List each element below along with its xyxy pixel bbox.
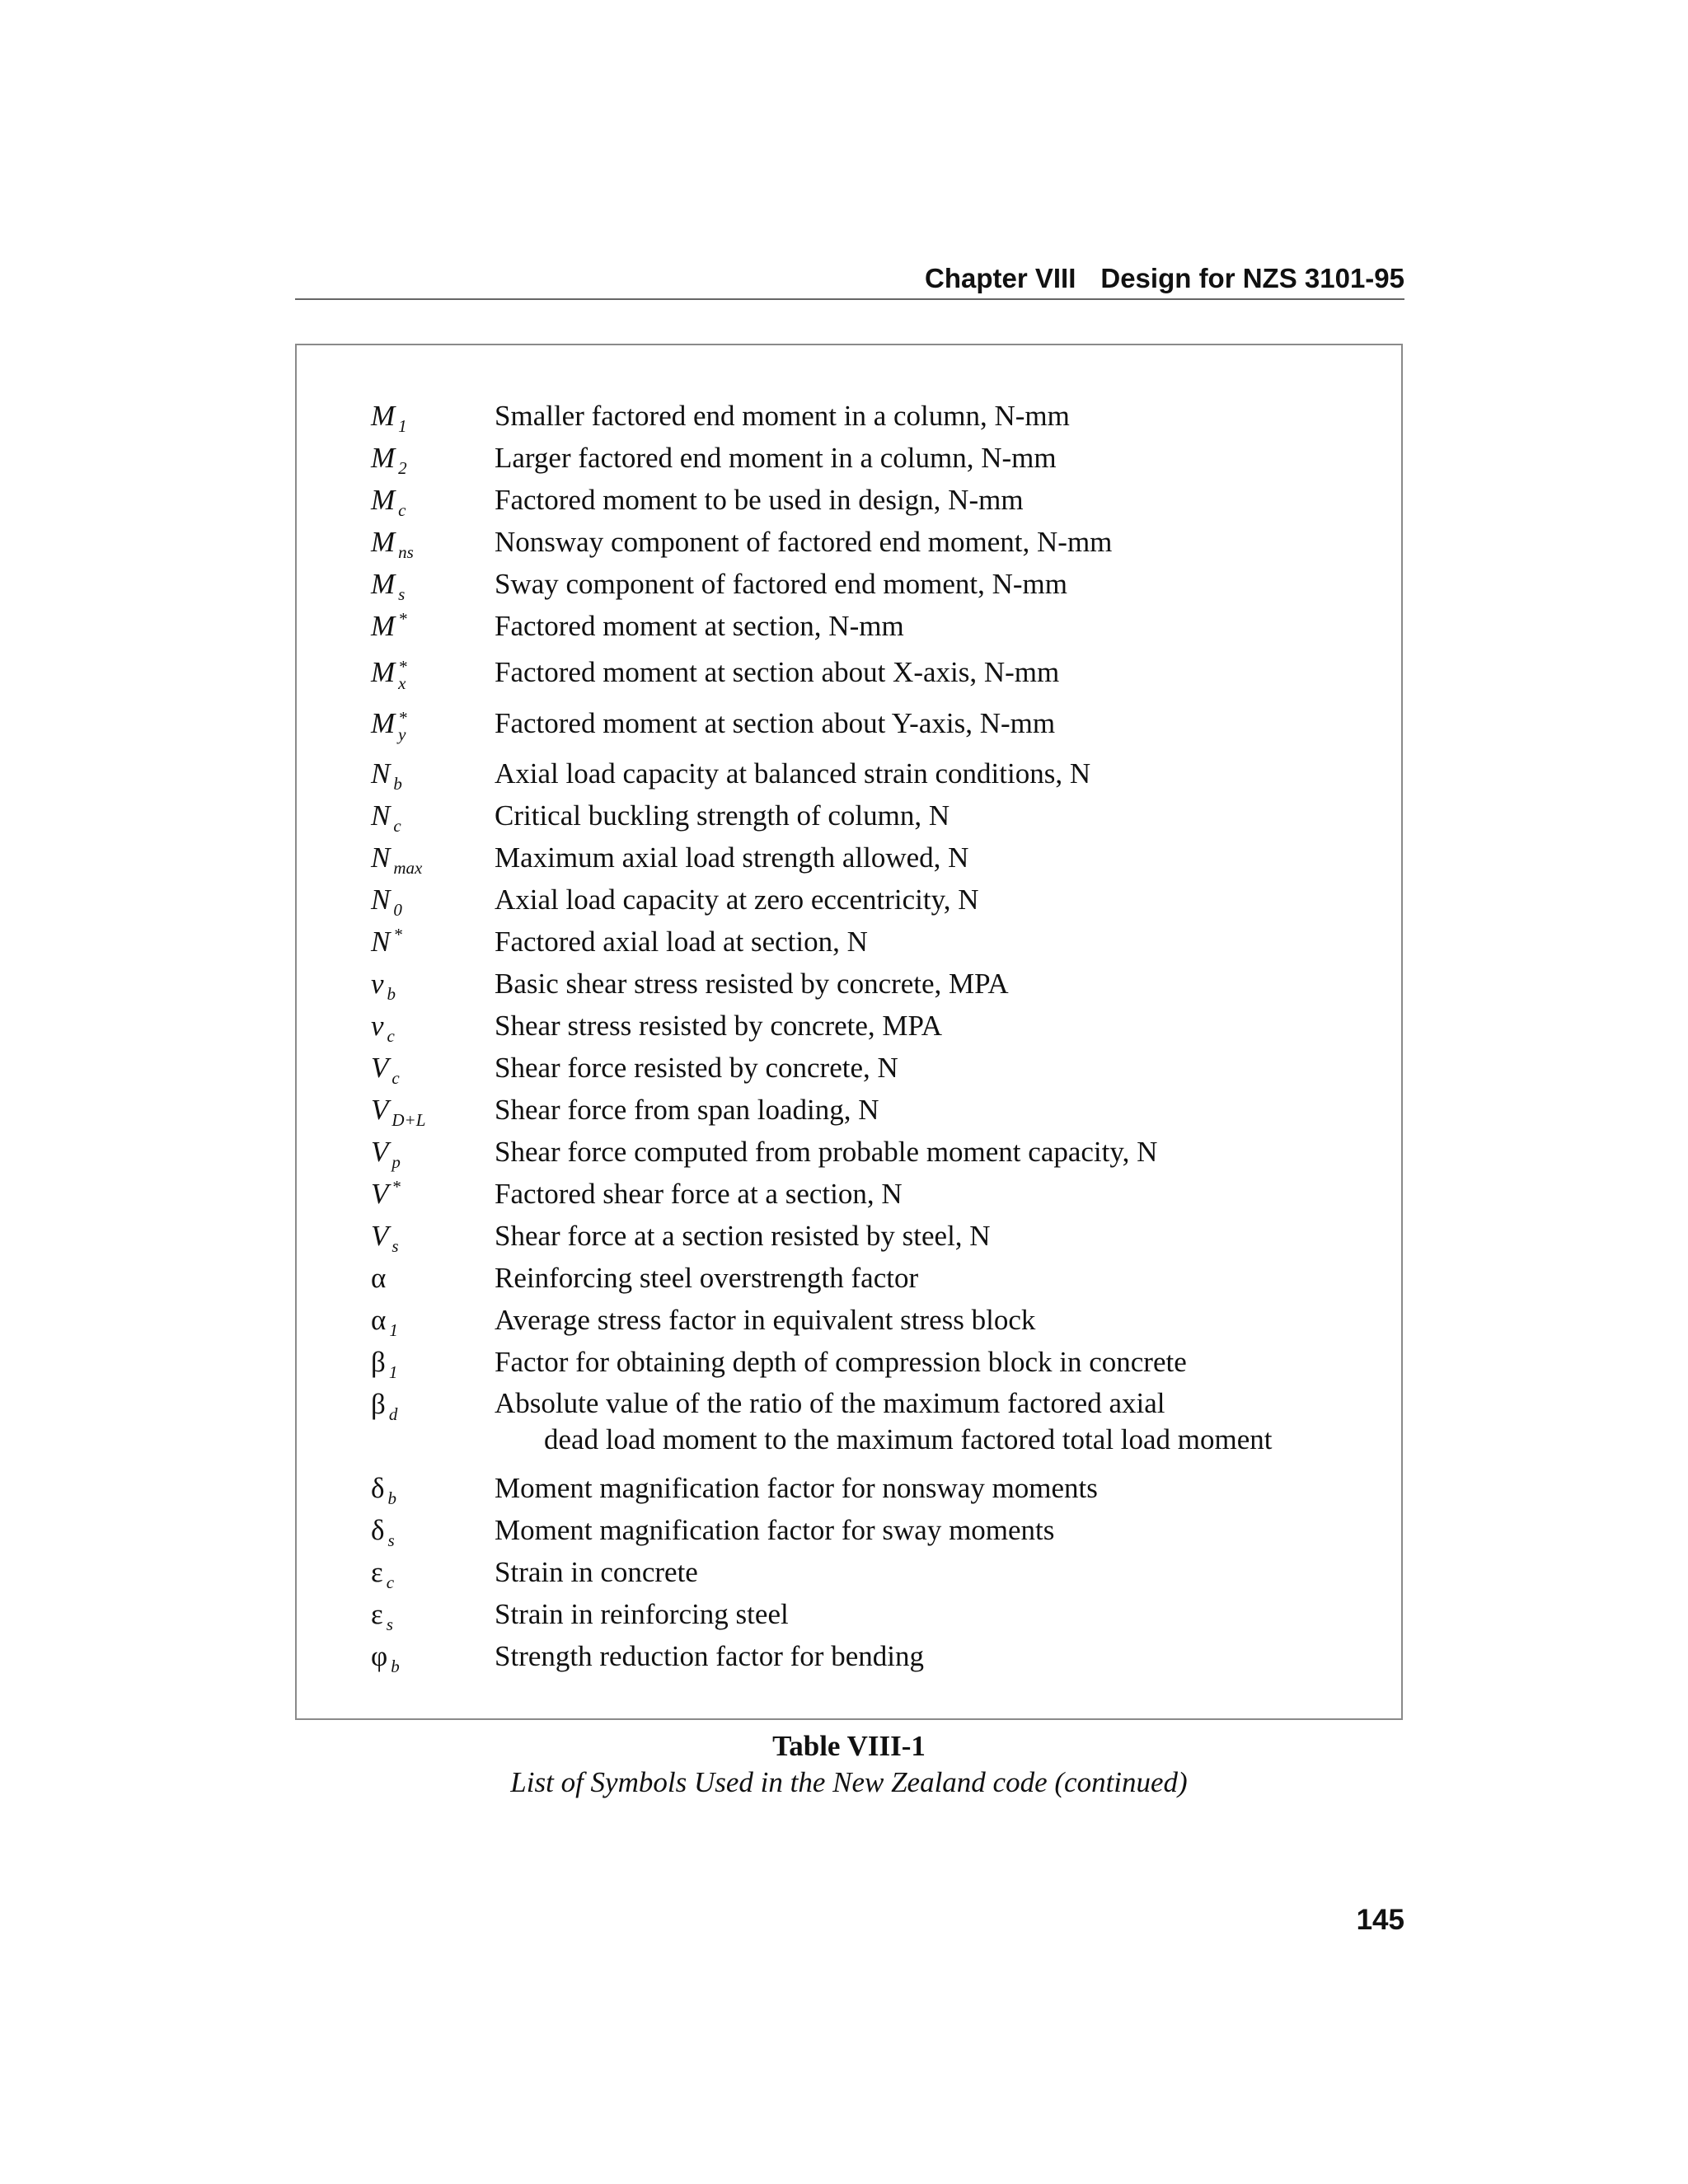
symbol-subscript: 2 [398,458,407,478]
symbol-description [495,605,1368,647]
symbol-subscript: c [392,1068,400,1088]
symbol-subscript: s [386,1615,393,1634]
symbol-row [371,879,1376,921]
description-text: Axial load capacity at balanced strain conditions, N [495,757,1091,790]
symbol-subscript: s [392,1236,399,1256]
symbol-base: β [371,1346,386,1378]
symbol [371,479,495,521]
symbol-base: N [371,799,391,832]
symbol [371,1215,495,1257]
symbol-description [495,1131,1368,1173]
symbol-description [495,521,1368,563]
description-text: Factored moment to be used in design, N-mm [495,484,1024,516]
description-text: Maximum axial load strength allowed, N [495,841,969,874]
description-text: Absolute value of the ratio of the maximum factored axial [495,1387,1165,1419]
symbol-superscript: * [392,1177,401,1197]
symbol-base: V [371,1094,389,1126]
symbol-row [371,1089,1376,1131]
symbol-row [371,1635,1376,1677]
description-text: Sway component of factored end moment, N-mm [495,568,1067,600]
symbol-description [495,1635,1368,1677]
symbol-row [371,479,1376,521]
symbol-base: V [371,1178,389,1210]
symbol-row [371,521,1376,563]
symbol-base: M [371,568,396,600]
symbol-base: N [371,883,391,916]
symbol-subscript: 1 [389,1320,398,1340]
description-text: Shear force from span loading, N [495,1094,879,1126]
page-number: 145 [1356,1904,1404,1936]
symbol-indices [398,658,407,691]
description-continuation: dead load moment to the maximum factored total load moment [544,1423,1273,1455]
symbol [371,837,495,879]
symbol-subscript: c [387,1026,395,1046]
symbol-row [371,1509,1376,1551]
symbol [371,1551,495,1593]
description-text: Strain in concrete [495,1556,698,1588]
symbol-subscript: x [398,673,406,693]
description-text: Factored moment at section, N-mm [495,610,904,642]
symbol-subscript: p [392,1152,401,1172]
symbol [371,1509,495,1551]
symbol-row [371,1467,1376,1509]
description-text: Larger factored end moment in a column, N-mm [495,442,1057,474]
symbol-subscript: 0 [393,900,402,920]
symbol-description [495,1341,1368,1383]
symbol-description [495,921,1368,963]
description-text: Factored moment at section about Y-axis, N-mm [495,707,1056,739]
symbol-description [495,563,1368,605]
symbol [371,698,495,749]
symbol-description [495,1509,1368,1551]
symbol-description [495,1257,1368,1299]
symbol-subscript: c [386,1572,395,1592]
symbol-base: M [371,610,396,642]
description-text: Strain in reinforcing steel [495,1598,789,1630]
symbol-base: N [371,926,391,958]
running-header [295,262,1404,300]
symbol [371,605,495,647]
symbol-base: N [371,841,391,874]
symbol-superscript: * [398,707,407,728]
table-caption-subtitle: List of Symbols Used in the New Zealand code (continued) [510,1766,1188,1798]
symbol-base: α [371,1304,387,1336]
symbol [371,521,495,563]
symbol [371,1173,495,1215]
symbol [371,395,495,437]
description-text: Critical buckling strength of column, N [495,799,950,832]
symbol-description [495,1299,1368,1341]
chapter-label: Chapter VIII [925,263,1076,293]
symbol-row [371,1173,1376,1215]
description-text: Shear force resisted by concrete, N [495,1052,898,1084]
symbol-row [371,794,1376,837]
symbol-row [371,437,1376,479]
symbol [371,647,495,698]
symbol-row [371,1299,1376,1341]
symbol-subscript: s [398,584,406,604]
symbol-row [371,752,1376,794]
symbol-subscript: s [387,1530,395,1550]
symbol-row [371,698,1376,749]
symbol [371,752,495,794]
symbol [371,1089,495,1131]
symbol [371,1005,495,1047]
symbol-subscript: b [393,774,402,794]
symbol-subscript: D+L [392,1110,426,1130]
symbol-base: M [371,442,396,474]
symbol-base: δ [371,1514,385,1546]
symbol-row [371,921,1376,963]
description-text: Shear stress resisted by concrete, MPA [495,1010,943,1042]
symbol [371,563,495,605]
description-text: Shear force at a section resisted by steel, N [495,1220,991,1252]
symbol-row [371,647,1376,698]
description-text: Reinforcing steel overstrength factor [495,1262,919,1294]
symbol-base: v [371,1010,384,1042]
symbol-base: V [371,1220,389,1252]
symbol [371,1383,495,1425]
symbol-description [495,1215,1368,1257]
symbol-base: ε [371,1598,383,1630]
symbol-description [495,1173,1368,1215]
symbol [371,794,495,837]
description-text: Moment magnification factor for nonsway moments [495,1472,1098,1504]
symbol-base: ε [371,1556,383,1588]
symbol [371,1257,495,1299]
symbol-subscript: c [398,500,406,520]
symbol-description [495,752,1368,794]
description-text: Shear force computed from probable moment capacity, N [495,1136,1158,1168]
symbol-row [371,1383,1376,1467]
symbol-subscript: max [393,858,423,878]
description-text: Moment magnification factor for sway moments [495,1514,1055,1546]
description-text: Axial load capacity at zero eccentricity, N [495,883,979,916]
description-text: Factored axial load at section, N [495,926,868,958]
description-text: Nonsway component of factored end moment, N-mm [495,526,1113,558]
symbol-subscript: c [393,816,401,836]
symbol-description [495,1551,1368,1593]
symbol-row [371,1257,1376,1299]
symbol-description [495,1089,1368,1131]
symbol [371,921,495,963]
symbol-description [495,1467,1368,1509]
symbol-description [495,395,1368,437]
symbol [371,963,495,1005]
symbol-superscript: * [398,609,407,630]
symbol [371,1047,495,1089]
symbol-row [371,1005,1376,1047]
symbol-base: M [371,484,396,516]
symbol-base: M [371,526,396,558]
symbol-base: v [371,968,384,1000]
symbol-description [495,1005,1368,1047]
symbol [371,1341,495,1383]
symbol-description [495,437,1368,479]
description-text: Factored moment at section about X-axis, N-mm [495,656,1060,688]
description-text: Strength reduction factor for bending [495,1640,924,1672]
symbol-description [495,879,1368,921]
symbol-base: β [371,1388,386,1420]
symbol [371,1635,495,1677]
description-text: Factor for obtaining depth of compression block in concrete [495,1346,1187,1378]
symbol [371,879,495,921]
symbol-subscript: 1 [388,1362,398,1382]
symbol-superscript: * [398,656,407,677]
symbol-subscript: y [398,724,406,744]
symbol-base: N [371,757,391,790]
symbol-row [371,605,1376,647]
symbol [371,437,495,479]
symbol [371,1593,495,1635]
symbols-list [371,395,1376,1677]
symbol-base: M [371,707,396,739]
table-caption-title: Table VIII-1 [772,1730,926,1762]
symbol-description [495,1385,1368,1458]
symbol-row [371,395,1376,437]
symbol-row [371,1341,1376,1383]
symbol-subscript: b [387,984,396,1004]
symbol-row [371,837,1376,879]
description-text: Factored shear force at a section, N [495,1178,903,1210]
symbol-base: φ [371,1640,388,1672]
symbol [371,1299,495,1341]
symbol-subscript: ns [398,542,414,562]
symbol-indices [398,707,407,744]
symbol-description [495,1047,1368,1089]
symbol-base: α [371,1262,387,1294]
symbol [371,1467,495,1509]
symbol-base: V [371,1052,389,1084]
description-text: Smaller factored end moment in a column, N-mm [495,400,1070,432]
symbol-base: M [371,656,396,688]
symbol-row [371,1593,1376,1635]
symbol-row [371,1047,1376,1089]
description-text: Basic shear stress resisted by concrete, MPA [495,968,1009,1000]
symbols-table [295,344,1403,1720]
symbol-subscript: d [388,1404,398,1424]
symbol-base: M [371,400,396,432]
symbol [371,1131,495,1173]
symbol-base: V [371,1136,389,1168]
symbol-description [495,837,1368,879]
symbol-row [371,1551,1376,1593]
symbol-subscript: b [387,1488,396,1508]
symbol-superscript: * [393,925,402,945]
symbol-description [495,479,1368,521]
symbol-base: δ [371,1472,385,1504]
symbol-description [495,963,1368,1005]
description-text: Average stress factor in equivalent stress block [495,1304,1036,1336]
symbol-description [495,794,1368,837]
symbol-description [495,698,1368,749]
symbol-row [371,963,1376,1005]
symbol-description [495,1593,1368,1635]
symbol-row [371,1215,1376,1257]
symbol-row [371,563,1376,605]
symbol-description [495,647,1368,698]
symbol-subscript: b [391,1657,400,1676]
symbol-subscript: 1 [398,416,407,436]
chapter-title: Design for NZS 3101-95 [1100,263,1404,293]
symbol-row [371,1131,1376,1173]
